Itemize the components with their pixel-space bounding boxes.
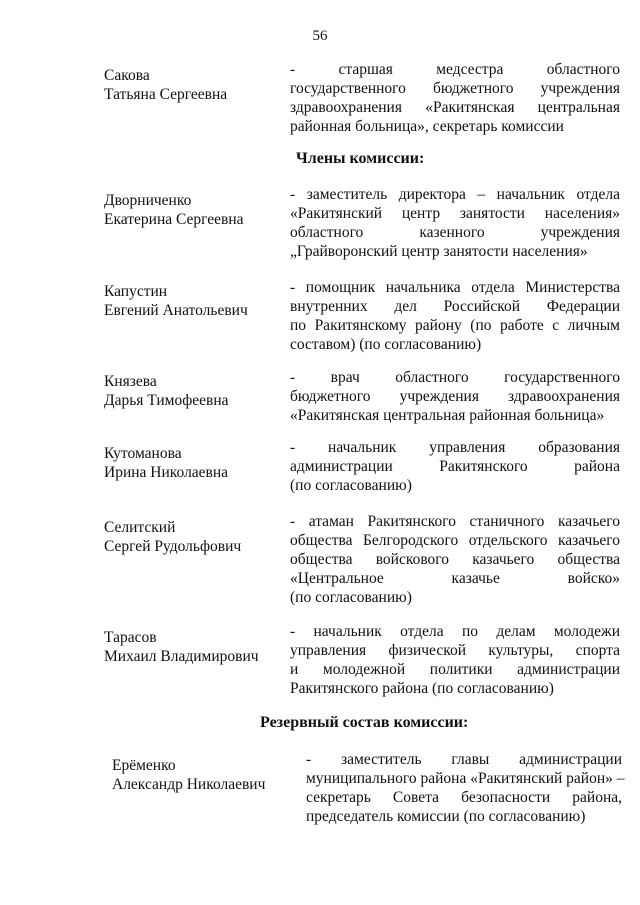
surname: Сакова — [104, 67, 150, 84]
given-names: Александр Николаевич — [112, 776, 266, 793]
given-names: Евгений Анатольевич — [104, 302, 248, 319]
member-name — [104, 628, 279, 666]
role-line: председатель комиссии (по согласованию) — [306, 808, 586, 825]
member-name — [104, 191, 279, 229]
role-line: - заместитель главы администрации — [306, 751, 622, 768]
role-line: районная больница», секретарь комиссии — [290, 118, 564, 135]
member-name — [104, 444, 279, 482]
role-line: общества войскового казачьего общества — [290, 551, 620, 568]
secretary-name — [104, 66, 279, 104]
page-number: 56 — [312, 28, 328, 44]
role-line: «Ракитянская центральная районная больница» — [290, 407, 605, 424]
member-name — [104, 372, 279, 410]
role-line: - атаман Ракитянского станичного казачьего — [290, 513, 620, 530]
role-line: и молодежной политики администрации — [290, 661, 620, 678]
role-line: - старшая медсестра областного — [290, 61, 620, 78]
role-line: „Грайворонский центр занятости населения» — [290, 243, 588, 260]
role-line: - заместитель директора – начальник отдела — [290, 186, 620, 203]
role-line: - помощник начальника отдела Министерства — [290, 279, 620, 296]
given-names: Екатерина Сергеевна — [104, 211, 244, 228]
member-name — [104, 518, 279, 556]
role-line: внутренних дел Российской Федерации — [290, 298, 620, 315]
given-names: Татьяна Сергеевна — [104, 86, 228, 103]
member-role — [290, 438, 620, 495]
given-names: Сергей Рудольфович — [104, 538, 242, 555]
role-line: государственного бюджетного учреждения — [290, 80, 620, 97]
given-names: Михаил Владимирович — [104, 648, 259, 665]
role-line: «Центральное казачье войско» — [290, 570, 620, 587]
member-role — [290, 185, 620, 261]
given-names: Ирина Николаевна — [104, 464, 229, 481]
role-line: - врач областного государственного — [290, 369, 620, 386]
surname: Тарасов — [104, 629, 157, 646]
member-name — [104, 282, 279, 320]
role-line: бюджетного учреждения здравоохранения — [290, 388, 620, 405]
role-line: (по согласованию) — [290, 477, 412, 494]
surname: Ерёменко — [112, 757, 176, 774]
role-line: Ракитянского района (по согласованию) — [290, 680, 554, 697]
role-line: - начальник отдела по делам молодежи — [290, 623, 620, 640]
given-names: Дарья Тимофеевна — [104, 392, 229, 409]
role-line: администрации Ракитянского района — [290, 458, 620, 475]
reserve-name — [112, 756, 287, 794]
surname: Капустин — [104, 283, 168, 300]
member-role — [290, 622, 620, 698]
member-role — [290, 512, 620, 607]
role-line: «Ракитянский центр занятости населения» — [290, 205, 620, 222]
role-line: (по согласованию) — [290, 589, 412, 606]
role-line: здравоохранения «Ракитянская центральная — [290, 99, 620, 116]
role-line: общества Белгородского отдельского казачьего — [290, 532, 620, 549]
member-role — [290, 368, 620, 425]
surname: Селитский — [104, 519, 176, 536]
surname: Дворниченко — [104, 192, 192, 209]
members-heading: Члены комиссии: — [296, 150, 425, 167]
role-line: управления физической культуры, спорта — [290, 642, 620, 659]
role-line: - начальник управления образования — [290, 439, 620, 456]
surname: Князева — [104, 373, 157, 390]
role-line: областного казенного учреждения — [290, 224, 620, 241]
surname: Кутоманова — [104, 445, 182, 462]
role-line: по Ракитянскому району (по работе с личным — [290, 317, 620, 334]
reserve-role — [306, 750, 625, 826]
role-line: составом) (по согласованию) — [290, 336, 482, 353]
reserve-heading: Резервный состав комиссии: — [260, 714, 469, 731]
role-line: муниципального района «Ракитянский район» – — [306, 770, 625, 787]
role-line: секретарь Совета безопасности района, — [306, 789, 622, 806]
secretary-role — [290, 60, 620, 136]
member-role — [290, 278, 620, 354]
